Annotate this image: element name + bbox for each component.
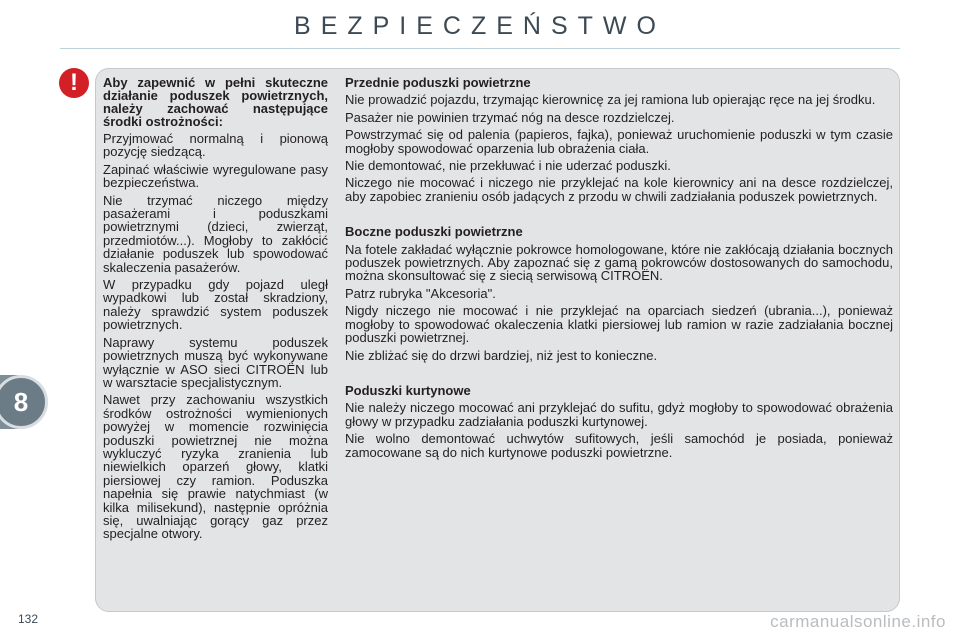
section-paragraph: Nie prowadzić pojazdu, trzymając kierownicę za jej ramiona lub opierając ręce na jej środku. [345,92,876,108]
warning-lead: Aby zapewnić w pełni skuteczne działanie poduszek powietrznych, należy zachować następujące środki ostrożności: [103,75,328,129]
section-paragraph: Niczego nie mocować i niczego nie przyklejać na kole kierownicy ani na desce rozdzielczej, aby zapobiec zranieniu osób jadących z przodu w chwili zadziałania poduszek powietrznych. [345,175,893,204]
section-paragraph: Powstrzymać się od palenia (papieros, fajka), ponieważ uruchomienie poduszki w tym czasie mogłoby spowodować oparzenia lub obrażenia ciała. [345,127,893,156]
section-paragraph: Nie demontować, nie przekłuwać i nie uderzać poduszki. [345,158,671,174]
warning-paragraph: Przyjmować normalną i pionową pozycję siedzącą. [103,131,328,160]
section-title: Przednie poduszki powietrzne [345,75,531,90]
section-paragraph: Na fotele zakładać wyłącznie pokrowce homologowane, które nie zakłócają działania bocznych poduszek powietrznych. Aby zapoznać się z gamą pokrowców dostosowanych do samochodu, można skonsultować się z siecią serwisową CITROËN. [345,241,893,284]
section-paragraph: Nie należy niczego mocować ani przyklejać do sufitu, gdyż mogłoby to spowodować obrażenia głowy w przypadku zadziałania poduszki kurtynowej. [345,400,893,429]
section-paragraph: Patrz rubryka "Akcesoria". [345,285,496,301]
warning-paragraph: Zapinać właściwie wyregulowane pasy bezpieczeństwa. [103,161,328,191]
section-title: Boczne poduszki powietrzne [345,224,523,240]
page-title: BEZPIECZEŃSTWO [294,12,666,40]
section-paragraph: Nigdy niczego nie mocować i nie przyklejać na oparciach siedzeń (ubrania...), ponieważ mogłoby to spowodować okaleczenia klatki piersiowej lub ramion w razie zadziałania bocznej poduszki powietrznej. [345,303,893,346]
warning-paragraph: Naprawy systemu poduszek powietrznych muszą być wykonywane wyłącznie w ASO sieci CITROËN lub w warsztacie specjalistycznym. [103,334,328,390]
warning-paragraph: W przypadku gdy pojazd uległ wypadkowi lub został skradziony, należy sprawdzić system poduszek powietrznych. [103,277,328,333]
section-front-airbags [345,76,893,203]
section-paragraph: Nie wolno demontować uchwytów sufitowych, jeśli samochód je posiada, ponieważ zamocowane są do nich kurtynowe poduszki powietrzne. [345,431,893,460]
warning-paragraph: Nie trzymać niczego między pasażerami i poduszkami powietrznymi (dzieci, zwierząt, przedmiotów...). Mogłoby to zakłócić działanie poduszek lub spowodować skaleczenia pasażerów. [103,192,328,275]
section-curtain-airbags [345,384,893,459]
warning-column [103,76,328,545]
sections-column [345,76,893,481]
chapter-number: 8 [0,375,48,429]
section-paragraph: Pasażer nie powinien trzymać nóg na desce rozdzielczej. [345,109,675,125]
section-title: Poduszki kurtynowe [345,382,471,398]
exclamation-icon: ! [59,68,89,98]
section-side-airbags [345,225,893,362]
watermark: carmanualsonline.info [770,612,946,631]
page-number: 132 [18,612,39,626]
warning-paragraph: Nawet przy zachowaniu wszystkich środków ostrożności wymienionych powyżej w momencie rozwinięcia poduszki powietrznej nie można wykluczyć ryzyka zranienia lub niewielkich oparzeń głowy, klatki piersiowej czy ramion. Poduszka napełnia się prawie natychmiast (w kilka milisekund), następnie opróżnia się, uwalniając gorący gaz przez specjalne otwory. [103,392,328,542]
section-paragraph: Nie zbliżać się do drzwi bardziej, niż jest to konieczne. [345,347,658,363]
chapter-tab [0,375,42,429]
title-divider [60,48,900,49]
